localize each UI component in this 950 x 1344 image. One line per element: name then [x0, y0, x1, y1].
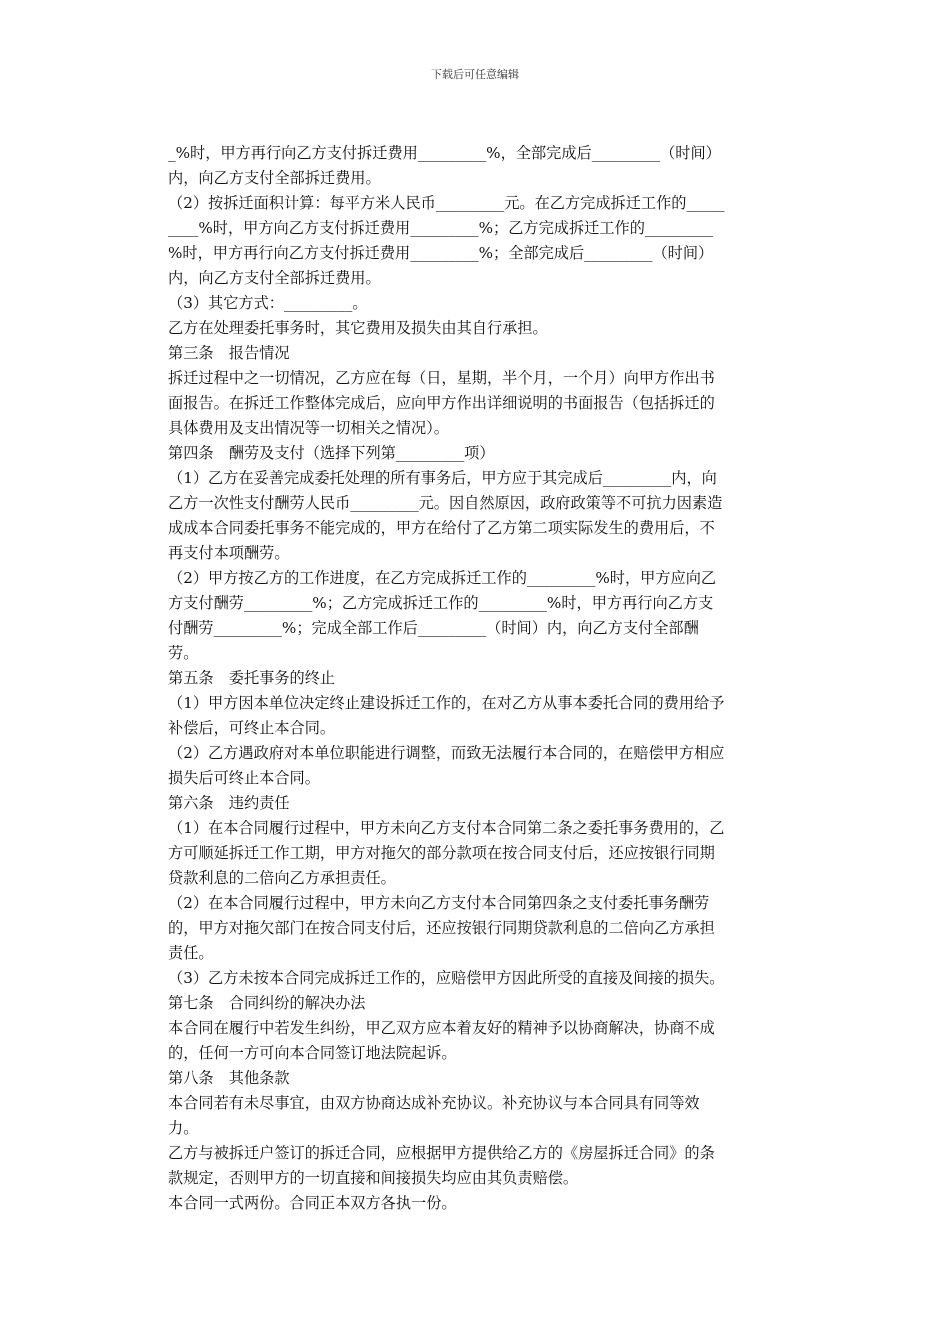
text-line: ____%时，甲方向乙方支付拆迁费用_________%；乙方完成拆迁工作的_________ — [168, 219, 714, 237]
text-line: （2）乙方遇政府对本单位职能进行调整，而致无法履行本合同的，在赔偿甲方相应 — [168, 744, 725, 762]
text-line: （3）乙方未按本合同完成拆迁工作的，应赔偿甲方因此所受的直接及间接的损失。 — [168, 969, 725, 987]
text-line: （3）其它方式：_________。 — [168, 294, 368, 312]
text-line: 方支付酬劳_________%；乙方完成拆迁工作的_________%时，甲方再行向乙方支 — [168, 594, 714, 612]
text-line: （2）在本合同履行过程中，甲方未向乙方支付本合同第四条之支付委托事务酬劳 — [168, 894, 710, 912]
text-line: 乙方与被拆迁户签订的拆迁合同，应根据甲方提供给乙方的《房屋拆迁合同》的条 — [168, 1144, 715, 1162]
text-line: 本合同若有未尽事宜，由双方协商达成补充协议。补充协议与本合同具有同等效 — [168, 1094, 700, 1112]
section-heading: 第六条 违约责任 — [168, 794, 290, 812]
text-line: 内，向乙方支付全部拆迁费用。 — [168, 169, 381, 187]
text-line: （2）按拆迁面积计算：每平方米人民币_________元。在乙方完成拆迁工作的_____ — [168, 194, 725, 212]
section-heading: 第八条 其他条款 — [168, 1069, 290, 1087]
text-line: （1）乙方在妥善完成委托处理的所有事务后，甲方应于其完成后_________内，向 — [168, 469, 717, 487]
section-heading: 第四条 酬劳及支付（选择下列第_________项） — [168, 444, 495, 462]
section-heading: 第七条 合同纠纷的解决办法 — [168, 994, 366, 1012]
text-line: 付酬劳_________%；完成全部工作后_________（时间）内，向乙方支付全部酬 — [168, 619, 699, 637]
text-line: 的，任何一方可向本合同签订地法院起诉。 — [168, 1044, 457, 1062]
text-line: 的，甲方对拖欠部门在按合同支付后，还应按银行同期贷款利息的二倍向乙方承担 — [168, 919, 715, 937]
text-line: 本合同一式两份。合同正本双方各执一份。 — [168, 1194, 457, 1212]
header-text: 下载后可任意编辑 — [431, 68, 519, 81]
section-heading: 第三条 报告情况 — [168, 344, 290, 362]
text-line: 本合同在履行中若发生纠纷，甲乙双方应本着友好的精神予以协商解决，协商不成 — [168, 1019, 715, 1037]
text-line: 损失后可终止本合同。 — [168, 769, 320, 787]
text-line: 乙方在处理委托事务时，其它费用及损失由其自行承担。 — [168, 319, 548, 337]
text-line: %时，甲方再行向乙方支付拆迁费用_________%；全部完成后_________（时间） — [168, 244, 714, 262]
text-line: 责任。 — [168, 944, 214, 962]
section-heading: 第五条 委托事务的终止 — [168, 669, 336, 687]
text-block — [168, 141, 788, 1216]
text-line: （1）甲方因本单位决定终止建设拆迁工作的，在对乙方从事本委托合同的费用给予 — [168, 694, 725, 712]
text-line: 款规定，否则甲方的一切直接和间接损失均应由其负责赔偿。 — [168, 1169, 579, 1187]
document-body — [168, 141, 788, 1216]
text-line: 方可顺延拆迁工作工期，甲方对拖欠的部分款项在按合同支付后，还应按银行同期 — [168, 844, 715, 862]
text-line: _%时，甲方再行向乙方支付拆迁费用_________%，全部完成后_________（时间） — [168, 144, 721, 162]
text-line: 面报告。在拆迁工作整体完成后，应向甲方作出详细说明的书面报告（包括拆迁的 — [168, 394, 715, 412]
text-line: 劳。 — [168, 644, 199, 662]
text-line: 拆迁过程中之一切情况，乙方应在每（日，星期，半个月，一个月）向甲方作出书 — [168, 369, 715, 387]
page-header — [0, 66, 950, 82]
text-line: 再支付本项酬劳。 — [168, 544, 290, 562]
text-line: 力。 — [168, 1119, 199, 1137]
text-line: 乙方一次性支付酬劳人民币_________元。因自然原因，政府政策等不可抗力因素造 — [168, 494, 723, 512]
text-line: （1）在本合同履行过程中，甲方未向乙方支付本合同第二条之委托事务费用的，乙 — [168, 819, 725, 837]
text-line: 补偿后，可终止本合同。 — [168, 719, 336, 737]
text-line: 内，向乙方支付全部拆迁费用。 — [168, 269, 381, 287]
text-line: 具体费用及支出情况等一切相关之情况）。 — [168, 419, 449, 437]
text-line: 成成本合同委托事务不能完成的，甲方在给付了乙方第二项实际发生的费用后，不 — [168, 519, 715, 537]
text-line: （2）甲方按乙方的工作进度，在乙方完成拆迁工作的_________%时，甲方应向乙 — [168, 569, 717, 587]
text-line: 贷款利息的二倍向乙方承担责任。 — [168, 869, 396, 887]
